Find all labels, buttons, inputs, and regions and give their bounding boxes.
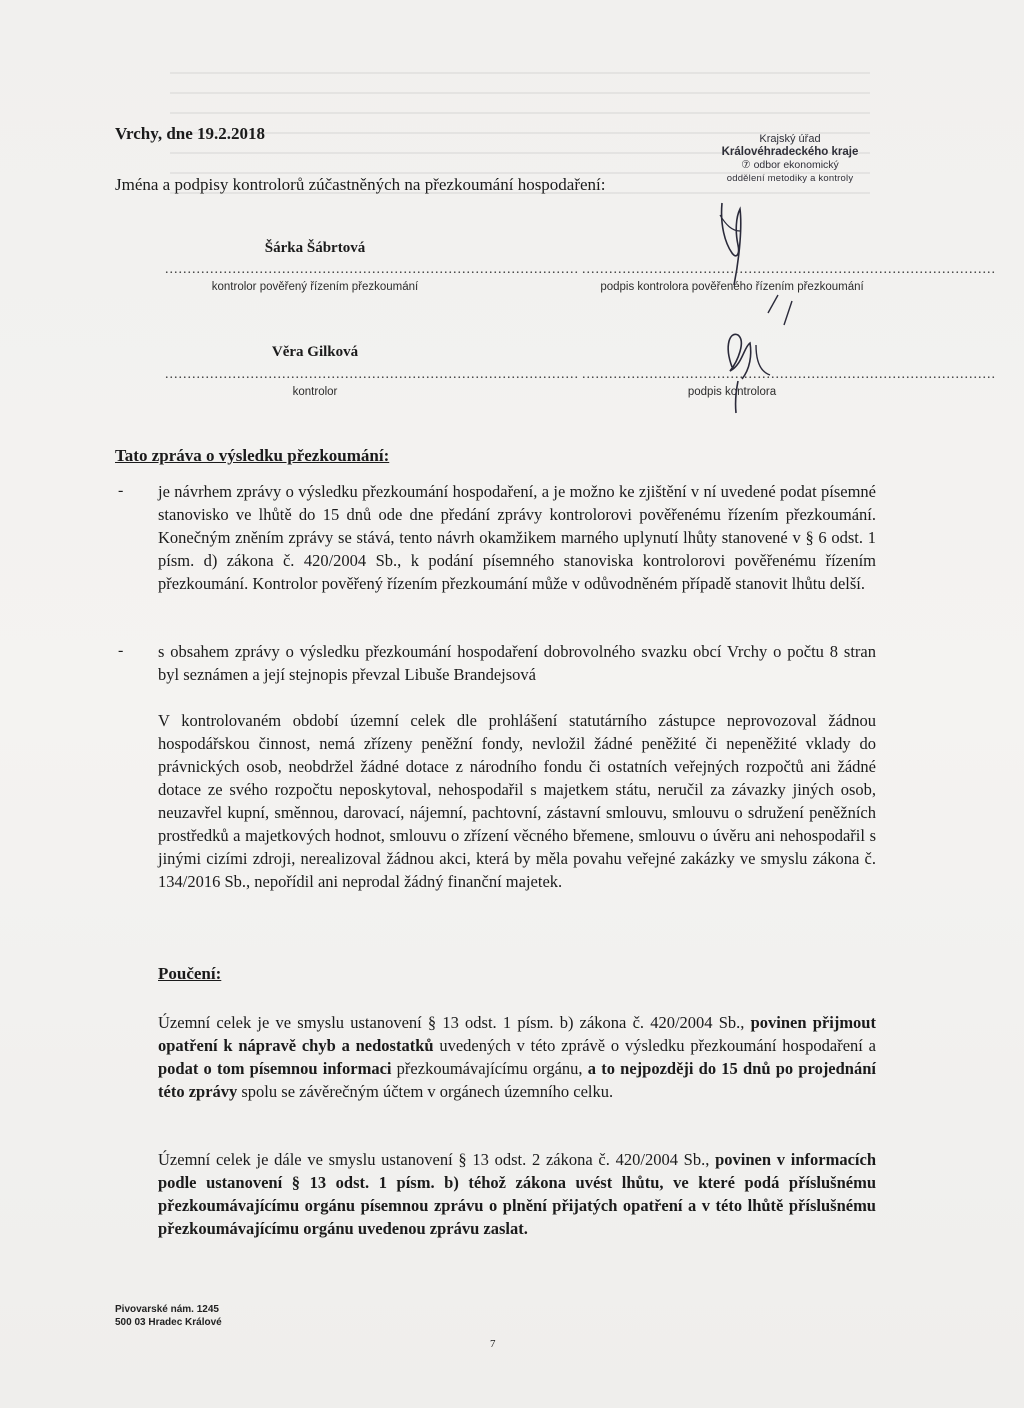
report-bullet-2: s obsahem zprávy o výsledku přezkoumání hospodaření dobrovolného svazku obcí Vrchy o počtu 8 stran byl seznámen a její stejnopis převzal Libuše Brandejsová — [158, 642, 876, 684]
bullet-dash-1: - — [118, 482, 124, 499]
pouceni-title: Poučení: — [158, 964, 222, 983]
stamp-line-2: Královéhradeckého kraje — [721, 146, 859, 158]
report-bullet-1: je návrhem zprávy o výsledku přezkoumání hospodaření, a je možno ke zjištění v ní uvedené podat písemné stanovisko ve lhůtě do 15 dnů ode dne předání zprávy kontrolorovi pověřenému řízením přezkoumání. Konečným zněním zprávy se stává, tento návrh okamžikem marného uplynutí lhůty stanovené v § 6 odst. 1 písm. d) zákona č. 420/2004 Sb., k podání písemného stanoviska kontrolorovi pověřenému řízením přezkoumání. Kontrolor pověřený řízením přezkoumání může v odůvodněném případě stanovit lhůtu delší. — [158, 482, 876, 593]
bullet-dash-2: - — [118, 642, 124, 659]
stamp-line-1: Krajský úřad — [759, 133, 821, 145]
page-number: 7 — [490, 1338, 496, 1350]
stamp-line-3-text: odbor ekonomický — [753, 159, 839, 171]
report-statement: V kontrolovaném období územní celek dle prohlášení statutárního zástupce neprovozoval žádnou hospodářskou činnost, nemá zřízeny peněžní fondy, nevložil žádné peněžité či nepeněžité vklady do právnických osob, neobdržel žádné dotace z národního fondu či ostatních veřejných rozpočtů ani žádné dotace ze svého rozpočtu neposkytoval, nehospodařil s majetkem státu, neručil za závazky jiných osob, neuzavřel kupní, směnnou, darovací, nájemní, pachtovní, zástavní smlouvu, smlouvu o sdružení peněžních prostředků a majetkových hodnot, smlouvu o zřízení věcného břemene, smlouvu o úvěru ani nehospodařil s jinými cizími zdroji, nerealizoval žádnou akci, která by měla povahu veřejné zakázky ve smyslu zákona č. 134/2016 Sb., nepořídil ani neprodal žádný finanční majetek. — [158, 711, 876, 891]
person2-role: kontrolor — [292, 386, 338, 398]
pouceni-paragraph-1 — [158, 1011, 876, 1103]
person1-role: kontrolor pověřený řízením přezkoumání — [211, 281, 419, 293]
p1-text-a: Územní celek je ve smyslu ustanovení § 13 odst. 1 písm. b) zákona č. 420/2004 Sb., — [158, 1013, 751, 1032]
footer-address — [115, 1303, 222, 1329]
person1-sign-dots: ............................................................................................ — [582, 262, 996, 277]
person1-sign-label: podpis kontrolora pověřeného řízením přezkoumání — [600, 281, 864, 293]
p1-bold-b: povinen přijmout opatření k nápravě chyb a nedostatků — [158, 1013, 876, 1055]
person2-sign-dots: ............................................................................................ — [582, 367, 996, 382]
address-line-1: Pivovarské nám. 1245 — [115, 1304, 219, 1315]
person1-name: Šárka Šábrtová — [264, 240, 366, 256]
p2-text-a: Územní celek je dále ve smyslu ustanovení § 13 odst. 2 zákona č. 420/2004 Sb., — [158, 1150, 716, 1169]
p2-bold-b: povinen v informacích podle ustanovení § 13 odst. 1 písm. b) téhož zákona uvést lhůtu, ve které podá příslušnému přezkoumávajícímu orgánu písemnou zprávu o plnění přijatých opatření a v této lhůtě příslušnému přezkoumávajícímu orgánu uvedenou zprávu zaslat. — [158, 1150, 877, 1238]
date-line: Vrchy, dne 19.2.2018 — [115, 124, 266, 143]
p1-bold-f: a to nejpozději do 15 dnů po projednání této zprávy — [158, 1059, 876, 1101]
person2-role-dots: ............................................................................................ — [165, 367, 579, 382]
p1-text-g: spolu se závěrečným účtem v orgánech územního celku. — [237, 1082, 614, 1101]
person1-role-dots: ............................................................................................ — [165, 262, 579, 277]
p1-text-c: uvedených v této zprávě o výsledku přezkoumání hospodaření a — [433, 1036, 876, 1055]
report-title: Tato zpráva o výsledku přezkoumání: — [115, 446, 390, 465]
handwritten-signature-icon — [680, 195, 820, 425]
stamp-symbol: ⑦ — [741, 159, 751, 171]
p1-text-e: přezkoumávajícímu orgánu, — [391, 1059, 588, 1078]
signatures-heading: Jména a podpisy kontrolorů zúčastněných na přezkoumání hospodaření: — [115, 175, 606, 194]
pouceni-paragraph-2 — [158, 1148, 876, 1240]
person2-sign-label: podpis kontrolora — [687, 386, 777, 398]
office-stamp — [700, 133, 880, 185]
p1-bold-d: podat o tom písemnou informaci — [158, 1059, 392, 1078]
stamp-line-3 — [700, 159, 880, 172]
stamp-line-4: oddělení metodiky a kontroly — [726, 173, 854, 184]
address-line-2: 500 03 Hradec Králové — [115, 1317, 222, 1328]
person2-name: Věra Gilková — [271, 344, 359, 360]
